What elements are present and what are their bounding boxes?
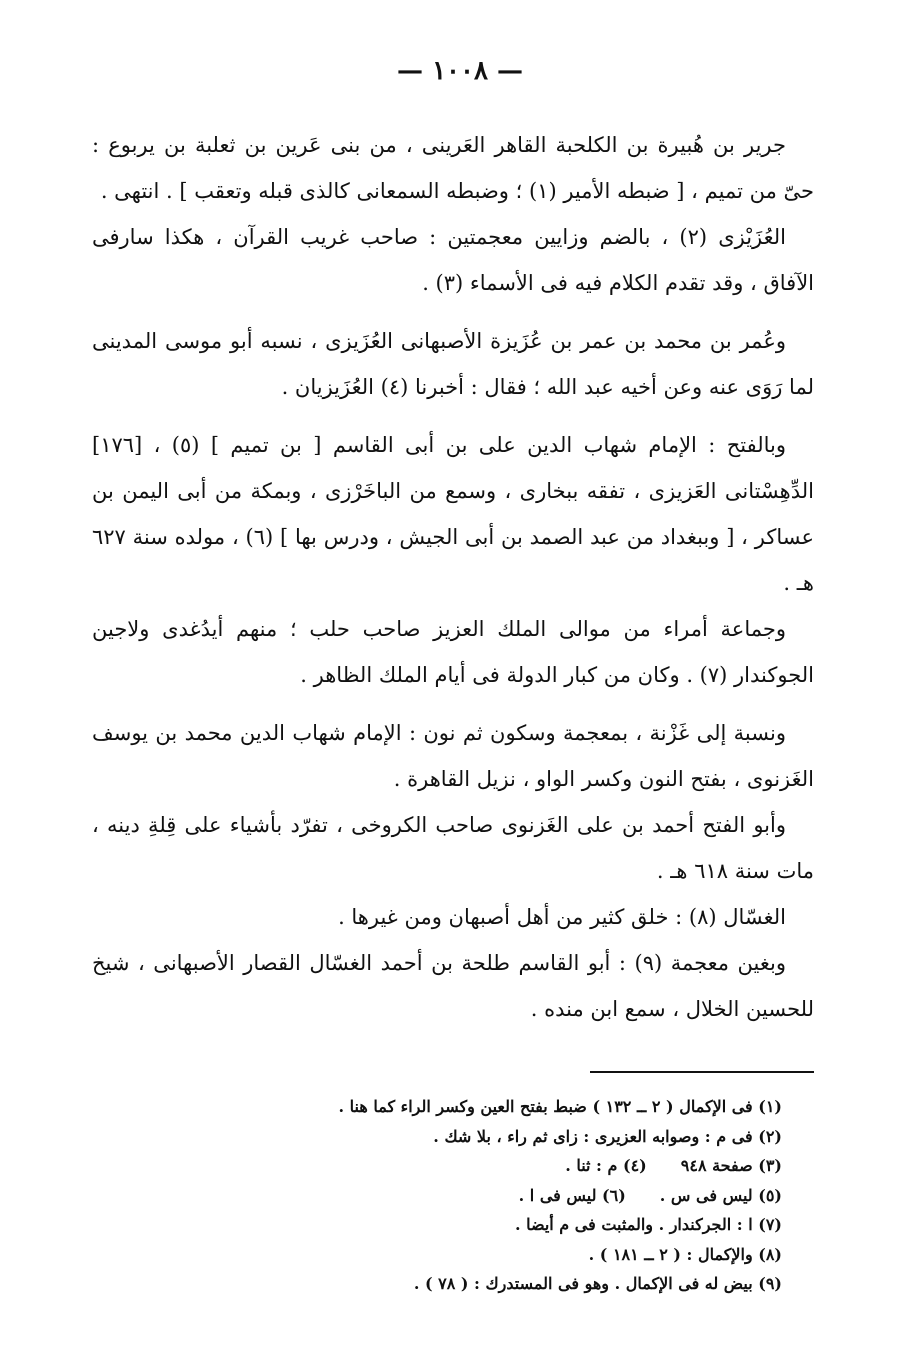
footnote-2: (٢) فى م : وصوابه العزيرى : زاى ثم راء ، بلا شك . xyxy=(433,1126,782,1146)
footnote-1: (١) فى الإكمال ( ٢ ــ ١٣٢ ) ضبط بفتح العين وكسر الراء كما هنا . xyxy=(338,1097,782,1116)
paragraph-uzayzi: العُزَيْزى (٢) ، بالضم وزايين معجمتين : صاحب غريب القرآن ، هكذا سارفى الآفاق ، وقد تقدم الكلام فيه فى الأسماء (٣) . xyxy=(92,225,814,295)
footnote-8: (٨) والإكمال : ( ٢ ــ ١٨١ ) . xyxy=(588,1244,782,1264)
footnote-9: (٩) بيض له فى الإكمال . وهو فى المستدرك : ( ٧٨ ) . xyxy=(413,1274,782,1293)
footnote-6: (٦) ليس فى ا . xyxy=(518,1185,626,1205)
page-number: — ١٠٠٨ — xyxy=(397,56,523,86)
main-text-body xyxy=(92,122,814,1032)
paragraph-bil-fath: وبالفتح : الإمام شهاب الدين على بن أبى القاسم [ بن تميم ] (٥) ، [١٧٦] الدِّهِسْتانى العَزيزى ، تفقه ببخارى ، وسمع من الباخَرْزى ، وبمكة من أبى اليمن بن عساكر ، [ وببغداد من عبد الصمد بن أبى الجيش ، ودرس بها ] (٦) ، مولده سنة ٦٢٧ هـ . xyxy=(92,433,814,595)
footnote-3: (٣) صفحة ٩٤٨ xyxy=(680,1156,782,1175)
paragraph-abu-al-fath: وأبو الفتح أحمد بن على الغَزنوى صاحب الكروخى ، تفرّد بأشياء على قِلةِ دينه ، مات سنة ٦١٨ هـ . xyxy=(92,813,814,883)
footnote-7: (٧) ا : الجركندار . والمثبت فى م أيضا . xyxy=(514,1215,782,1234)
paragraph-ghassal: الغسّال (٨) : خلق كثير من أهل أصبهان ومن غيرها . xyxy=(338,905,786,929)
footnote-divider xyxy=(590,1071,814,1073)
footnotes xyxy=(160,1092,782,1299)
footnote-row-3-4 xyxy=(160,1151,782,1181)
paragraph-bi-ghayn: وبغين معجمة (٩) : أبو القاسم طلحة بن أحمد الغسّال القصار الأصبهانى ، شيخ للحسين الخلال ، سمع ابن منده . xyxy=(92,951,814,1021)
paragraph-jarir: جرير بن هُبيرة بن الكلحبة القاهر العَرينى ، من بنى عَرين بن ثعلبة بن يربوع : حىّ من تميم ، [ ضبطه الأمير (١) ؛ وضبطه السمعانى كالذى قبله وتعقب ] . انتهى . xyxy=(92,133,814,203)
footnote-row-5-6 xyxy=(160,1181,782,1211)
paragraph-umar: وعُمر بن محمد بن عمر بن عُزَيزة الأصبهانى العُزَيزى ، نسبه أبو موسى المدينى لما رَوَى عنه وعن أخيه عبد الله ؛ فقال : أخبرنا (٤) العُزَيزيان . xyxy=(92,329,814,399)
footnote-5: (٥) ليس فى س . xyxy=(659,1185,782,1205)
footnote-4: (٤) م : ثنا . xyxy=(565,1156,647,1175)
paragraph-umara: وجماعة أمراء من موالى الملك العزيز صاحب حلب ؛ منهم أيدُغدى ولاجين الجوكندار (٧) . وكان من كبار الدولة فى أيام الملك الظاهر . xyxy=(92,617,814,687)
paragraph-ghazna: ونسبة إلى غَزْنة ، بمعجمة وسكون ثم نون : الإمام شهاب الدين محمد بن يوسف الغَزنوى ، بفتح النون وكسر الواو ، نزيل القاهرة . xyxy=(92,721,814,791)
